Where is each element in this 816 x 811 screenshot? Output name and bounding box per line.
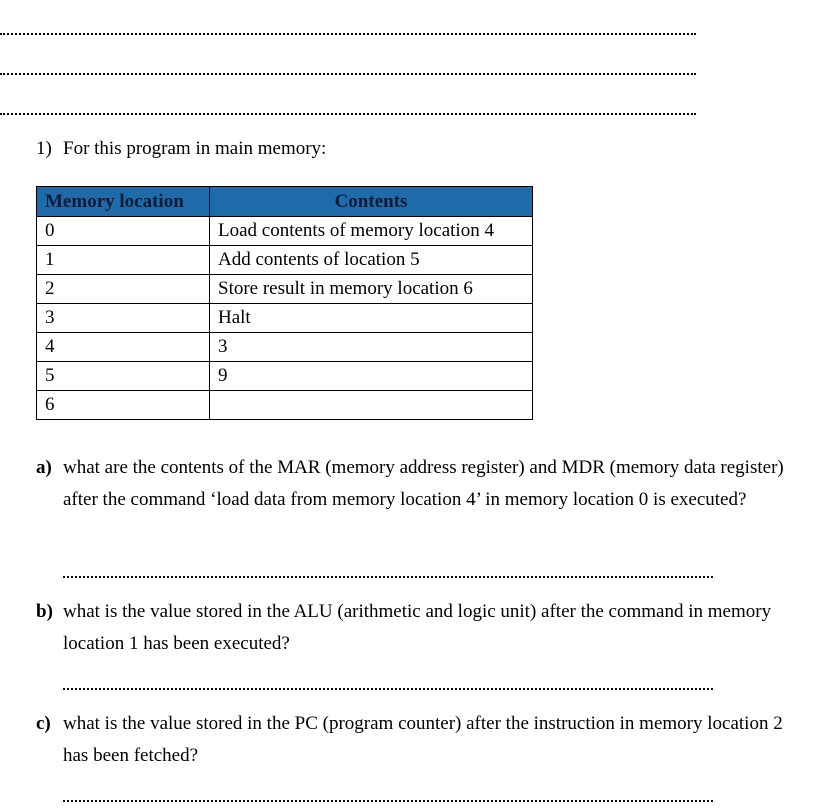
cell-contents: Halt: [210, 304, 533, 333]
cell-location: 3: [37, 304, 210, 333]
answer-line-top-3: [0, 113, 696, 115]
answer-line-b[interactable]: [63, 688, 713, 690]
cell-contents: Store result in memory location 6: [210, 275, 533, 304]
subquestion-text: what are the contents of the MAR (memory address register) and MDR (memory data register) after the command ‘load data from memory location 4’ in memory location 0 is executed?: [63, 457, 784, 510]
cell-contents: 3: [210, 333, 533, 362]
cell-location: 0: [37, 217, 210, 246]
answer-line-top-2: [0, 73, 696, 75]
cell-contents: Load contents of memory location 4: [210, 217, 533, 246]
table-row: [37, 246, 533, 275]
subquestion-b: [36, 596, 806, 660]
answer-line-top-1: [0, 33, 696, 35]
cell-contents: [210, 391, 533, 420]
subquestion-label: a): [36, 457, 52, 478]
cell-location: 6: [37, 391, 210, 420]
table-row: [37, 304, 533, 333]
question-intro: [36, 137, 326, 161]
cell-contents: 9: [210, 362, 533, 391]
subquestion-c: [36, 708, 806, 772]
answer-line-c[interactable]: [63, 800, 713, 802]
table-header-row: [37, 187, 533, 217]
subquestion-label: b): [36, 601, 53, 622]
question-number: 1): [36, 138, 52, 159]
table-row: [37, 275, 533, 304]
cell-contents: Add contents of location 5: [210, 246, 533, 275]
header-memory-location: Memory location: [37, 187, 210, 217]
subquestion-label: c): [36, 713, 51, 734]
cell-location: 5: [37, 362, 210, 391]
cell-location: 1: [37, 246, 210, 275]
table-row: [37, 362, 533, 391]
header-contents: Contents: [210, 187, 533, 217]
table-row: [37, 333, 533, 362]
cell-location: 4: [37, 333, 210, 362]
subquestion-text: what is the value stored in the ALU (arithmetic and logic unit) after the command in memory location 1 has been executed?: [63, 601, 772, 654]
table-row: [37, 217, 533, 246]
table-row: [37, 391, 533, 420]
cell-location: 2: [37, 275, 210, 304]
answer-line-a[interactable]: [63, 576, 713, 578]
subquestion-a: [36, 452, 806, 516]
memory-table: [36, 186, 533, 420]
subquestion-text: what is the value stored in the PC (program counter) after the instruction in memory location 2 has been fetched?: [63, 713, 783, 766]
question-text: For this program in main memory:: [63, 138, 327, 159]
